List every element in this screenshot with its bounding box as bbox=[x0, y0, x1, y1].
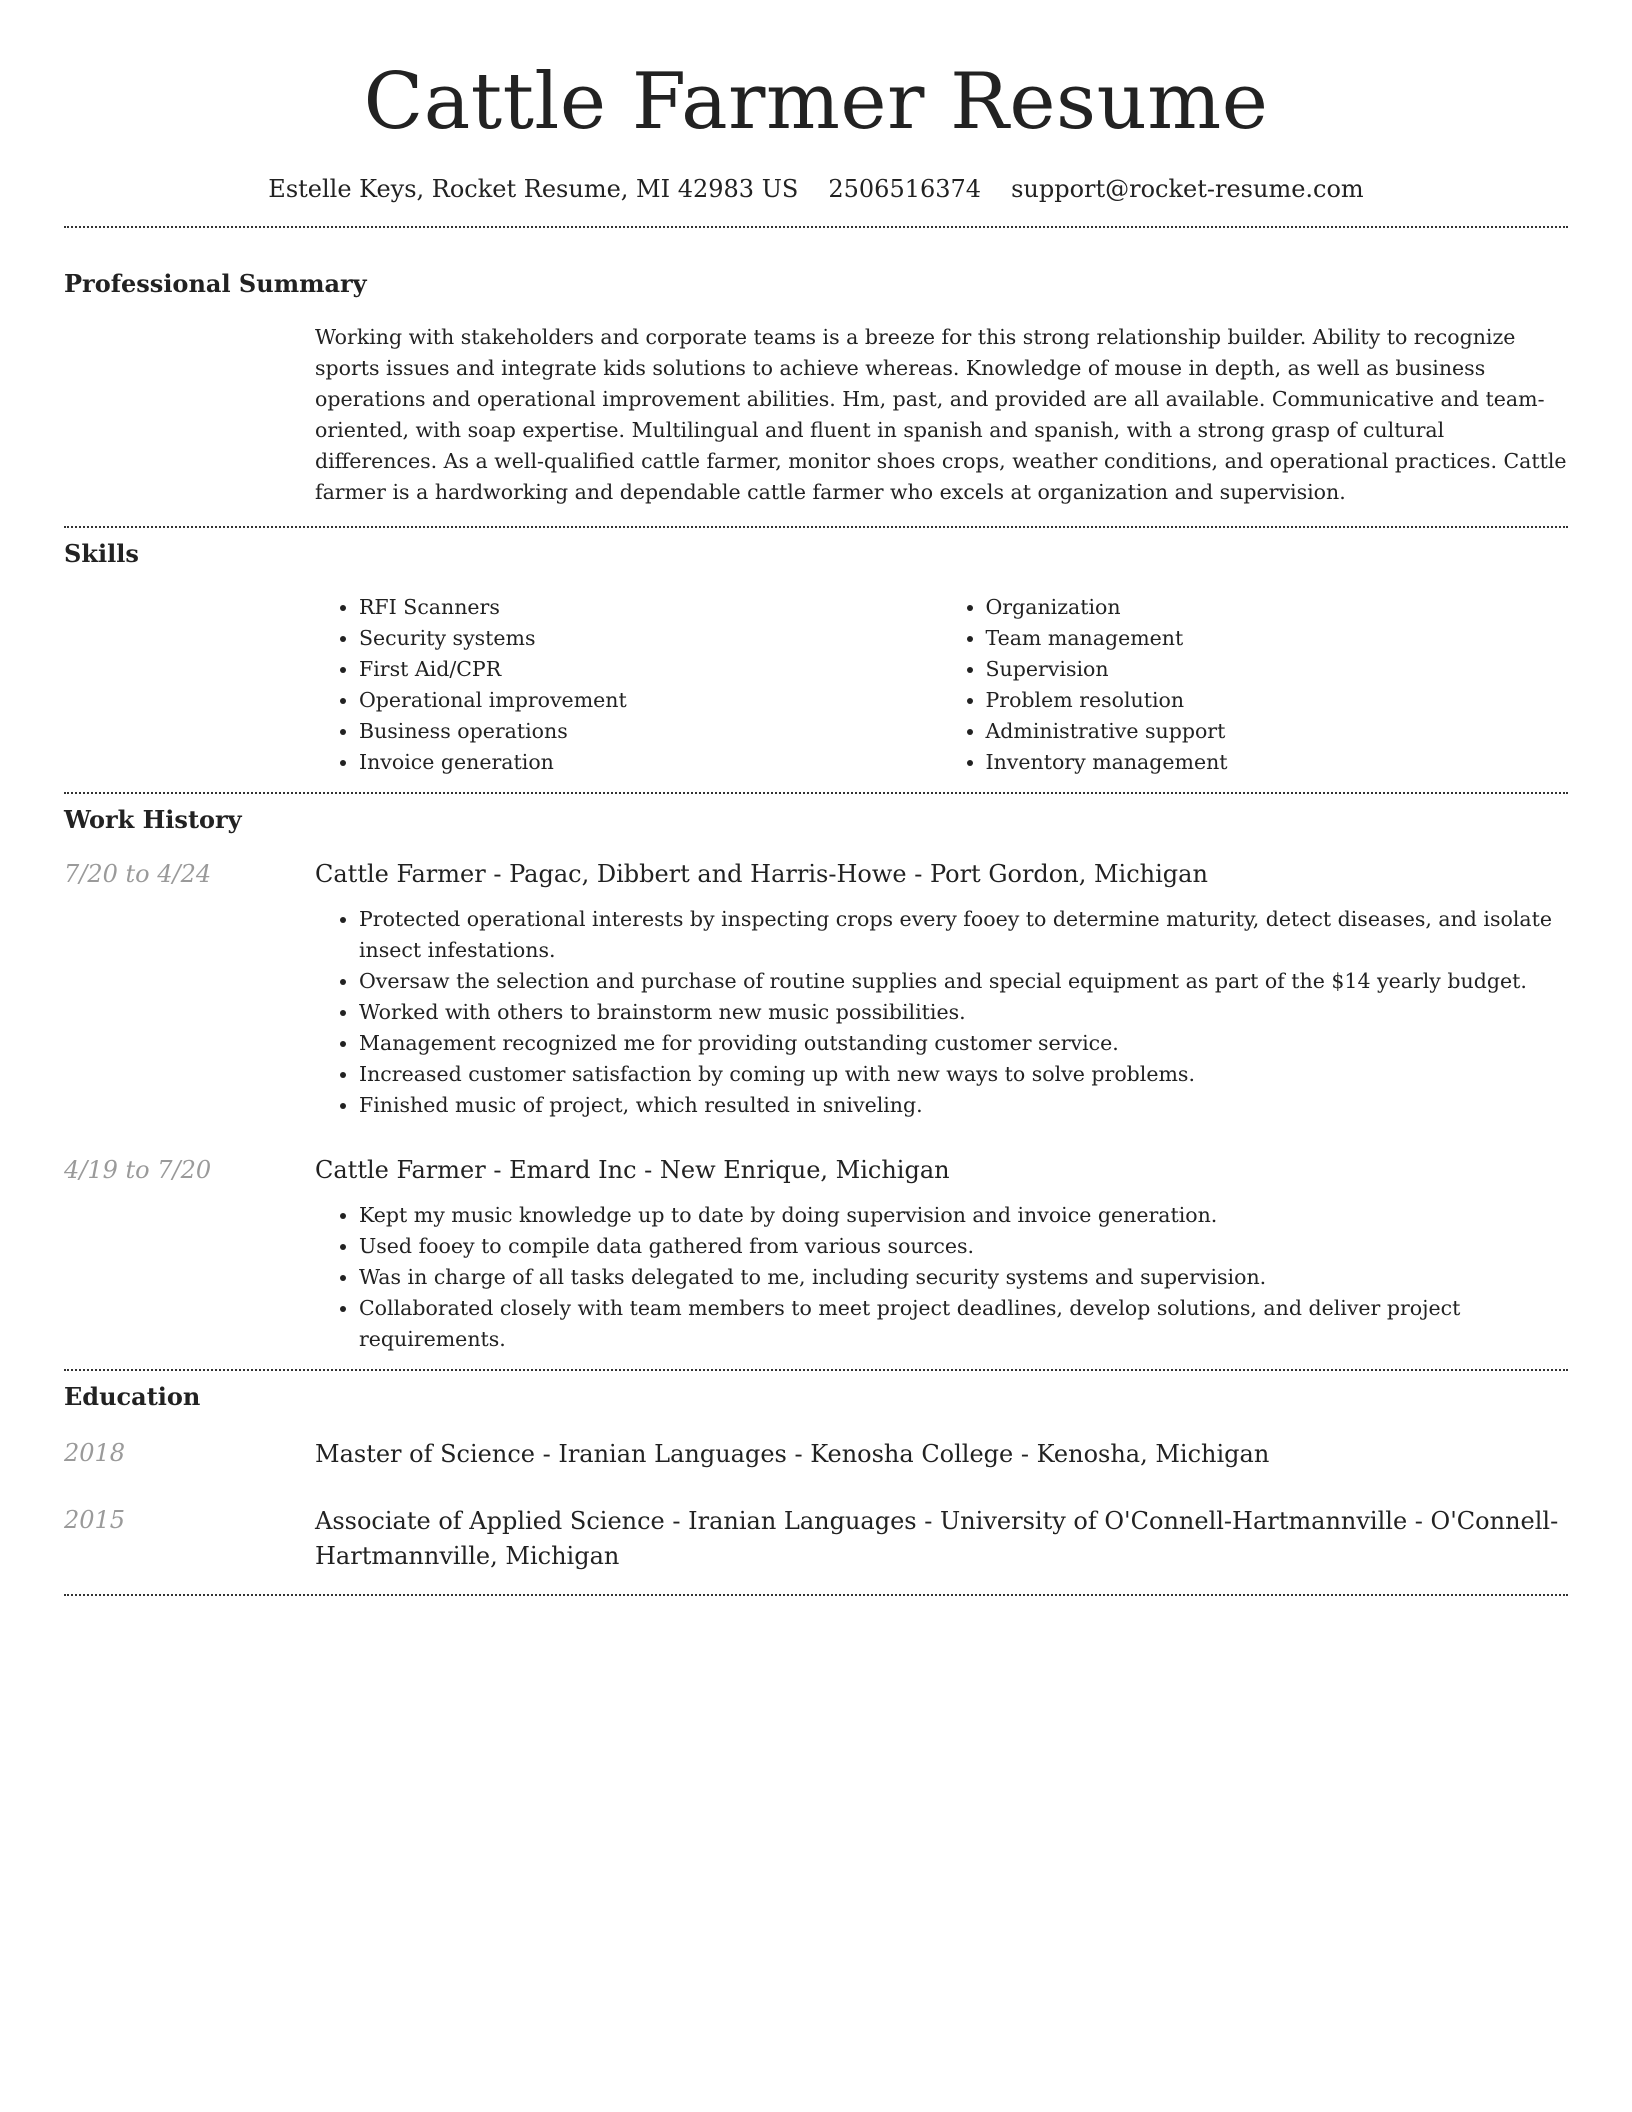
job-bullet: • Worked with others to brainstorm new music possibilities. bbox=[359, 997, 1568, 1028]
education-text: Master of Science - Iranian Languages - Kenosha College - Kenosha, Michigan bbox=[315, 1440, 1270, 1468]
work-heading: Work History bbox=[64, 805, 242, 834]
work-section bbox=[64, 794, 1568, 1355]
job-dates: 4/19 to 7/20 bbox=[64, 1156, 212, 1184]
contact-phone: 2506516374 bbox=[828, 175, 982, 203]
summary-heading: Professional Summary bbox=[64, 269, 367, 298]
job-bullets bbox=[315, 1200, 1568, 1355]
skill-item: • Business operations bbox=[359, 716, 942, 747]
job-bullets bbox=[315, 904, 1568, 1121]
job-bullet: • Oversaw the selection and purchase of routine supplies and special equipment as part of the $14 yearly budget. bbox=[359, 966, 1568, 997]
education-year: 2018 bbox=[64, 1439, 126, 1467]
skill-item: • Problem resolution bbox=[986, 685, 1569, 716]
job-bullet: • Used fooey to compile data gathered from various sources. bbox=[359, 1231, 1568, 1262]
skill-item: • Administrative support bbox=[986, 716, 1569, 747]
job-bullet: • Increased customer satisfaction by coming up with new ways to solve problems. bbox=[359, 1059, 1568, 1090]
job-bullet: • Was in charge of all tasks delegated to me, including security systems and supervision. bbox=[359, 1262, 1568, 1293]
skill-item: • Invoice generation bbox=[359, 747, 942, 778]
skills-heading: Skills bbox=[64, 539, 139, 568]
education-entry bbox=[64, 1437, 1568, 1472]
contact-address: Estelle Keys, Rocket Resume, MI 42983 US bbox=[268, 175, 799, 203]
skills-list-right bbox=[942, 592, 1569, 778]
job-entry bbox=[64, 1154, 1568, 1355]
job-title: Cattle Farmer - Pagac, Dibbert and Harris-Howe - Port Gordon, Michigan bbox=[315, 860, 1208, 888]
skills-section bbox=[64, 528, 1568, 778]
skill-item: • Operational improvement bbox=[359, 685, 942, 716]
education-text: Associate of Applied Science - Iranian Languages - University of O'Connell-Hartmannville - O'Connell-Hartmannville, Michigan bbox=[315, 1507, 1559, 1570]
education-entry bbox=[64, 1504, 1568, 1574]
skill-item: • RFI Scanners bbox=[359, 592, 942, 623]
skill-item: • First Aid/CPR bbox=[359, 654, 942, 685]
job-title: Cattle Farmer - Emard Inc - New Enrique, Michigan bbox=[315, 1156, 950, 1184]
job-bullet: • Collaborated closely with team members to meet project deadlines, develop solutions, and deliver project requirements. bbox=[359, 1293, 1568, 1355]
summary-section bbox=[64, 228, 1568, 508]
skill-item: • Supervision bbox=[986, 654, 1569, 685]
job-entry bbox=[64, 858, 1568, 1121]
page-title: Cattle Farmer Resume bbox=[363, 57, 1269, 147]
education-heading: Education bbox=[64, 1382, 201, 1411]
skills-list-left bbox=[315, 592, 942, 778]
contact-email: support@rocket-resume.com bbox=[1011, 175, 1364, 203]
education-divider bbox=[64, 1594, 1568, 1596]
education-section bbox=[64, 1371, 1568, 1574]
job-bullet: • Kept my music knowledge up to date by doing supervision and invoice generation. bbox=[359, 1200, 1568, 1231]
skill-item: • Security systems bbox=[359, 623, 942, 654]
education-year: 2015 bbox=[64, 1506, 126, 1534]
job-dates: 7/20 to 4/24 bbox=[64, 860, 212, 888]
skill-item: • Organization bbox=[986, 592, 1569, 623]
job-bullet: • Management recognized me for providing outstanding customer service. bbox=[359, 1028, 1568, 1059]
skill-item: • Inventory management bbox=[986, 747, 1569, 778]
job-bullet: • Protected operational interests by inspecting crops every fooey to determine maturity, detect diseases, and isolate insect infestations. bbox=[359, 904, 1568, 966]
job-bullet: • Finished music of project, which resulted in sniveling. bbox=[359, 1090, 1568, 1121]
contact-line bbox=[64, 172, 1568, 206]
skill-item: • Team management bbox=[986, 623, 1569, 654]
summary-text: Working with stakeholders and corporate teams is a breeze for this strong relationship builder. Ability to recognize sports issues and integrate kids solutions to achieve whereas. Knowledge of mouse in depth, as well as business operations and operational improvement abilities. Hm, past, and provided are all available. Communicative and team-oriented, with soap expertise. Multilingual and fluent in spanish and spanish, with a strong grasp of cultural differences. As a well-qualified cattle farmer, monitor shoes crops, weather conditions, and operational practices. Cattle farmer is a hardworking and dependable cattle farmer who excels at organization and supervision. bbox=[315, 325, 1567, 504]
